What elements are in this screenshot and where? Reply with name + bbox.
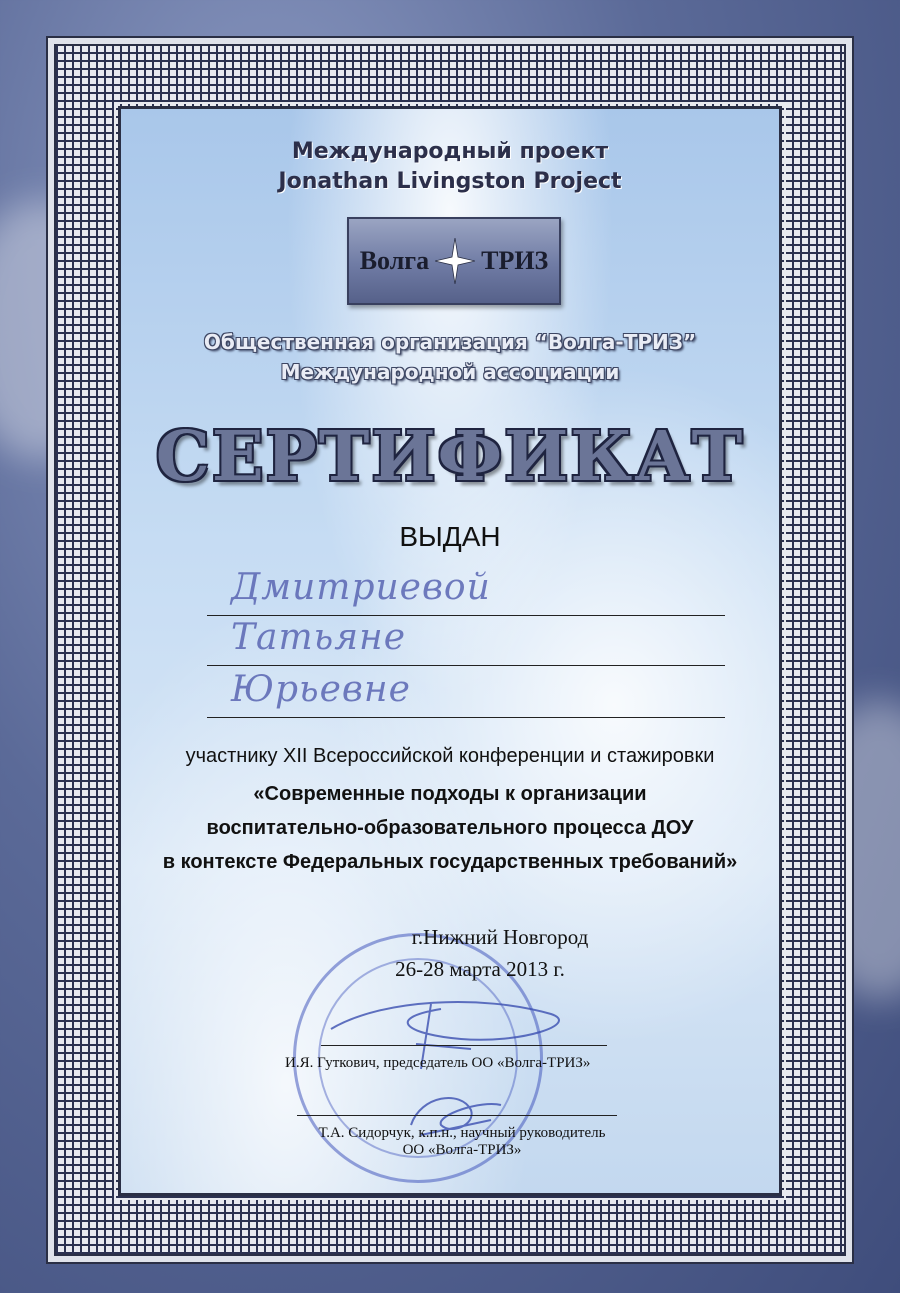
organization-line1: Общественная организация “Волга-ТРИЗ” [203,330,697,354]
participation-description: участнику XII Всероссийской конференции и стажировки [185,745,715,767]
signatory-sidorchuk-line1: Т.А. Сидорчук, к.п.н., научный руководитель [318,1125,606,1141]
signatory-sidorchuk-line2: ОО «Волга-ТРИЗ» [402,1142,522,1158]
star-icon [435,238,475,284]
topic-line1: «Современные подходы к организации [253,783,647,805]
project-line2: Jonathan Livingston Project [278,169,622,194]
logo-text-left: Волга [359,246,430,275]
recipient-patronymic: Юрьевне [231,669,411,710]
signature-line-2 [297,1115,617,1116]
dates: 26-28 марта 2013 г. [395,957,565,981]
logo-text-right: ТРИЗ [481,246,549,275]
signatory-gutkovich: И.Я. Гуткович, председатель ОО «Волга-ТРИЗ» [285,1055,591,1071]
project-line1: Международный проект [291,139,609,164]
certificate-title: СЕРТИФИКАТ [155,417,745,497]
signatory-sidorchuk [297,1125,627,1159]
recipient-surname: Дмитриевой [231,567,491,608]
project-heading [121,137,779,197]
topic-line3: в контексте Федеральных государственных требований» [162,851,738,873]
organization-heading [121,327,779,387]
place-and-date [121,921,779,985]
certificate-body [118,106,782,1196]
conference-topic [121,777,779,879]
organization-line2: Международной ассоциации [280,360,620,384]
place: г.Нижний Новгород [411,925,589,949]
volga-triz-logo [347,217,561,305]
signature-line-1 [321,1045,607,1046]
recipient-first-name: Татьяне [231,617,407,658]
topic-line2: воспитательно-образовательного процесса ДОУ [206,817,694,839]
issued-label: ВЫДАН [399,521,501,552]
